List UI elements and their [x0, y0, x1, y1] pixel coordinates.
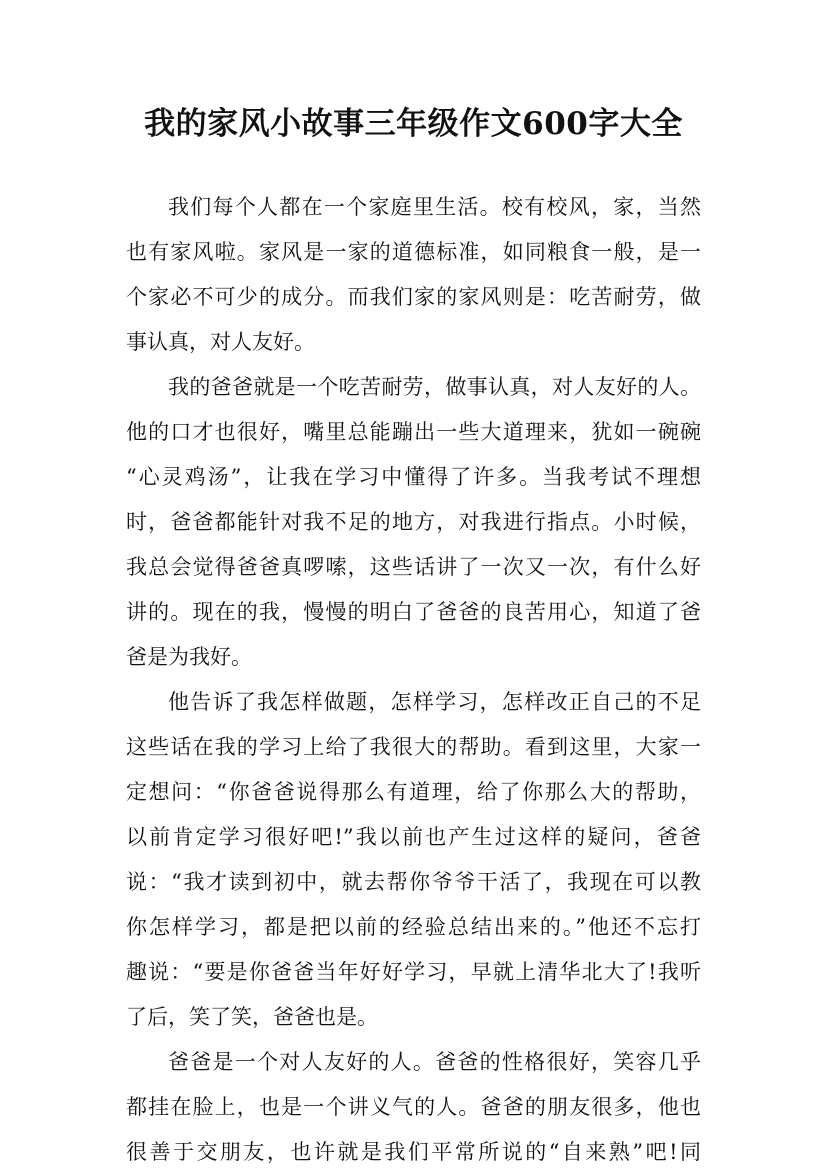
text-line: 我总会觉得爸爸真啰嗦，这些话讲了一次又一次，有什么好 [126, 555, 701, 579]
text-line: “心灵鸡汤”，让我在学习中懂得了许多。当我考试不理想 [126, 465, 701, 489]
text-line: 定想问：“你爸爸说得那么有道理，给了你那么大的帮助， [126, 780, 701, 804]
text-line: 个家必不可少的成分。而我们家的家风则是：吃苦耐劳，做 [126, 285, 701, 309]
text-line: 很善于交朋友，也许就是我们平常所说的“自来熟”吧!同 [126, 1140, 701, 1164]
document-title: 我的家风小故事三年级作文600字大全 [144, 106, 683, 142]
text-line: 以前肯定学习很好吧!”我以前也产生过这样的疑问，爸爸 [126, 825, 701, 849]
text-line: 他告诉了我怎样做题，怎样学习，怎样改正自己的不足 [168, 690, 701, 714]
text-line: 事认真，对人友好。 [126, 330, 315, 354]
text-line: 时，爸爸都能针对我不足的地方，对我进行指点。小时候， [126, 510, 701, 534]
text-line: 趣说：“要是你爸爸当年好好学习，早就上清华北大了!我听 [126, 960, 701, 984]
text-line: 爸爸是一个对人友好的人。爸爸的性格很好，笑容几乎 [168, 1050, 701, 1074]
text-line: 讲的。现在的我，慢慢的明白了爸爸的良苦用心，知道了爸 [126, 600, 701, 624]
text-line: 你怎样学习，都是把以前的经验总结出来的。”他还不忘打 [126, 915, 701, 939]
text-line: 了后，笑了笑，爸爸也是。 [126, 1005, 378, 1029]
text-line: 也有家风啦。家风是一家的道德标准，如同粮食一般，是一 [126, 240, 701, 264]
text-line: 都挂在脸上，也是一个讲义气的人。爸爸的朋友很多，他也 [126, 1095, 701, 1119]
text-line: 爸是为我好。 [126, 645, 252, 669]
text-line: 我的爸爸就是一个吃苦耐劳，做事认真，对人友好的人。 [168, 375, 701, 399]
text-line: 这些话在我的学习上给了我很大的帮助。看到这里，大家一 [126, 735, 701, 759]
text-line: 他的口才也很好，嘴里总能蹦出一些大道理来，犹如一碗碗 [126, 420, 701, 444]
text-line: 我们每个人都在一个家庭里生活。校有校风，家，当然 [168, 195, 701, 219]
text-line: 说：“我才读到初中，就去帮你爷爷干活了，我现在可以教 [126, 870, 701, 894]
